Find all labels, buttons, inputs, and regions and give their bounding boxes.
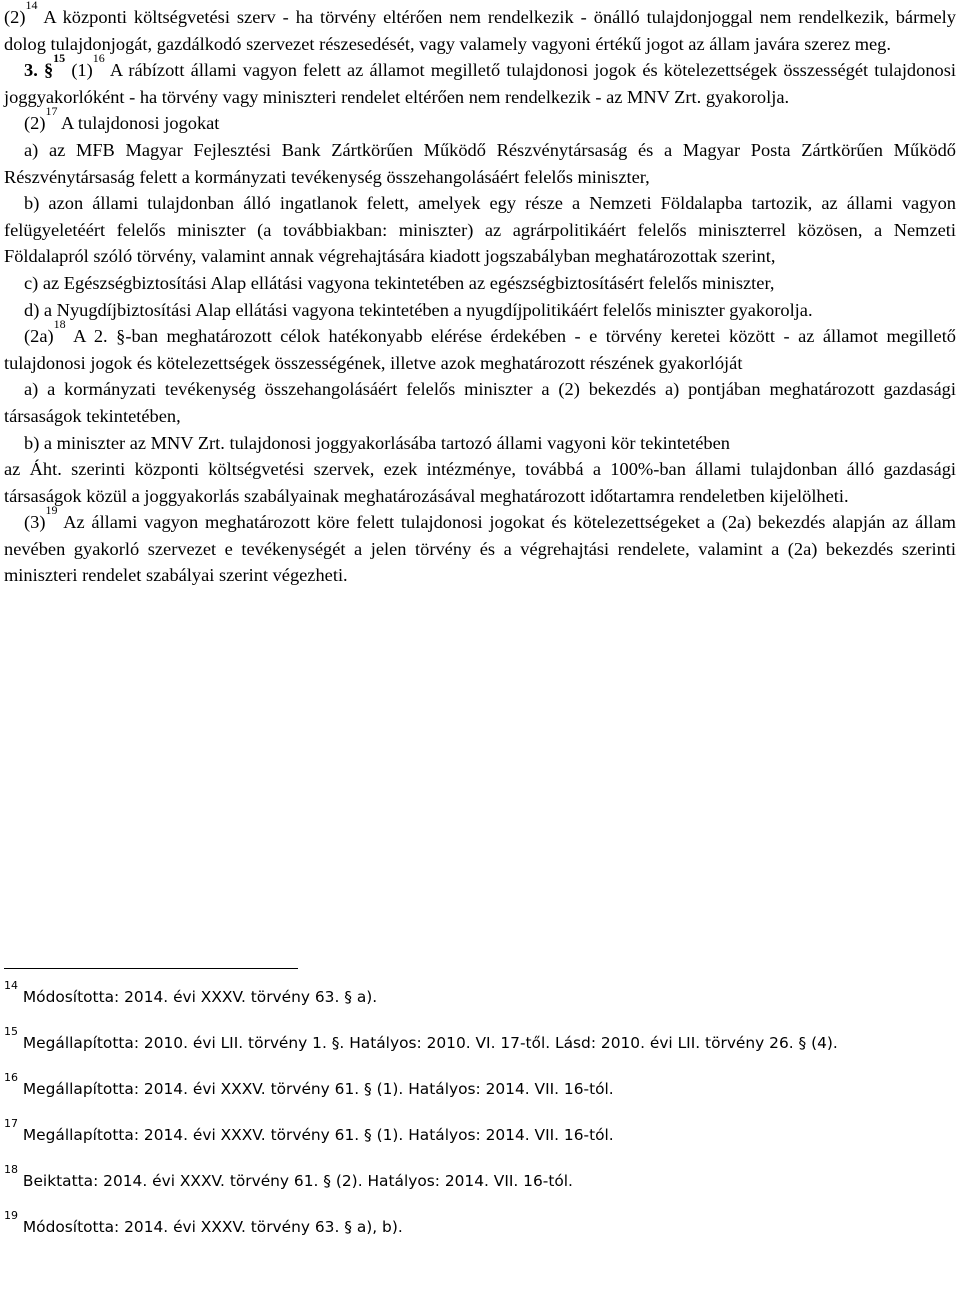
paragraph-text: Az állami vagyon meghatározott köre felett tulajdonosi jogokat és kötelezettségeket a (2a) bekezdés alapján az állam nevében gyakorló szervezet e tevékenységét a jelen törvény és a végrehajtási rendelete, valamint a (2a) bekezdés szerinti miniszteri rendelet szabályai szerint végezheti. — [4, 512, 956, 586]
footnote-ref-18[interactable]: 18 — [53, 317, 66, 332]
footnote-17 — [4, 1117, 944, 1149]
paragraph-marker: (3) — [24, 512, 46, 533]
paragraph-2 — [4, 0, 956, 57]
section-3-paragraph-2a — [4, 317, 956, 376]
footnote-ref-19[interactable]: 19 — [45, 503, 58, 518]
paragraph-marker: (2a) — [24, 326, 54, 347]
footnote-text: Beiktatta: 2014. évi XXXV. törvény 61. § (2). Hatályos: 2014. VII. 16-tól. — [22, 1172, 573, 1190]
footnote-19 — [4, 1209, 944, 1241]
list-item-b: b) a miniszter az MNV Zrt. tulajdonosi joggyakorlásába tartozó állami vagyoni kör tekintetében — [24, 432, 730, 453]
footnote-number: 15 — [4, 1025, 18, 1038]
section-3-paragraph-2 — [4, 104, 956, 137]
paragraph-marker: (2) — [4, 7, 26, 27]
footnote-text: Megállapította: 2014. évi XXXV. törvény 61. § (1). Hatályos: 2014. VII. 16-tól. — [22, 1080, 614, 1098]
footnote-text: Megállapította: 2014. évi XXXV. törvény 61. § (1). Hatályos: 2014. VII. 16-tól. — [22, 1126, 614, 1144]
footnote-16 — [4, 1071, 944, 1103]
footnote-number: 18 — [4, 1163, 18, 1176]
footnote-text: Módosította: 2014. évi XXXV. törvény 63. § a). — [22, 988, 378, 1006]
footnote-text: Módosította: 2014. évi XXXV. törvény 63. § a), b). — [22, 1218, 403, 1236]
paragraph-marker: (1) — [71, 60, 93, 81]
section-3-paragraph-3 — [4, 503, 956, 589]
list-item-a: a) az MFB Magyar Fejlesztési Bank Zártkörűen Működő Részvénytársaság és a Magyar Posta Zártkörűen Működő Részvénytársaság felett a kormányzati tevékenység összehangolásáért felelős miniszter, — [4, 139, 956, 187]
footnote-number: 19 — [4, 1209, 18, 1222]
section-3-paragraph-1 — [4, 51, 956, 110]
footnote-number: 16 — [4, 1071, 18, 1084]
footnote-text: Megállapította: 2010. évi LII. törvény 1. §. Hatályos: 2010. VI. 17-től. Lásd: 2010. évi LII. törvény 26. § (4). — [22, 1034, 838, 1052]
list-item-d: d) a Nyugdíjbiztosítási Alap ellátási vagyona tekintetében a nyugdíjpolitikáért felelős miniszter gyakorolja. — [24, 299, 813, 320]
footnote-ref-17[interactable]: 17 — [45, 104, 58, 119]
footnote-14 — [4, 979, 944, 1011]
paragraph-continuation: az Áht. szerinti központi költségvetési szervek, ezek intézménye, továbbá a 100%-ban állami tulajdonban álló gazdasági társaságok közül a joggyakorlás szabályainak meghatározásával meghatározott időtartamra rendeletben kijelölheti. — [4, 459, 956, 506]
paragraph-text: A 2. §-ban meghatározott célok hatékonyabb elérése érdekében - e törvény keretei között - az államot megillető tulajdonosi jogok és kötelezettségek összességének, illetve azok meghatározott részének gyakorlóját — [4, 326, 956, 373]
list-item-a: a) a kormányzati tevékenység összehangolásáért felelős miniszter a (2) bekezdés a) pontjában meghatározott gazdasági társaságok tekintetében, — [4, 379, 956, 426]
list-item-b: b) azon állami tulajdonban álló ingatlanok felett, amelyek egy része a Nemzeti Földalapba tartozik, az állami vagyon felügyeletéért felelős miniszter (a továbbiakban: miniszter) az agrárpolitikáért felelős miniszterrel közösen, a Nemzeti Földalapról szóló törvény, valamint annak végrehajtására kiadott jogszabályban meghatározottak szerint, — [4, 193, 956, 267]
footnote-number: 14 — [4, 979, 18, 992]
section-number: 3. § — [24, 60, 54, 81]
footnote-ref-15[interactable]: 15 — [53, 51, 66, 66]
paragraph-text: A tulajdonosi jogokat — [61, 113, 220, 134]
footnote-number: 17 — [4, 1117, 18, 1130]
paragraph-text: A központi költségvetési szerv - ha törvény eltérően nem rendelkezik - önálló tulajdonjoggal nem rendelkezik, bármely dolog tulajdonjogát, gazdálkodó szervezet részesedését, vagy valamely vagyoni értékű jogot az állam javára szerez meg. — [4, 7, 956, 54]
footnote-separator — [4, 968, 298, 969]
footnote-ref-14[interactable]: 14 — [25, 0, 38, 12]
document-page — [4, 0, 956, 589]
list-item-c: c) az Egészségbiztosítási Alap ellátási vagyona tekintetében az egészségbiztosításért felelős miniszter, — [24, 272, 775, 293]
document-body — [4, 0, 956, 589]
footnote-15 — [4, 1025, 944, 1057]
paragraph-text: A rábízott állami vagyon felett az államot megillető tulajdonosi jogok és kötelezettségek összességét tulajdonosi joggyakorlóként - ha törvény vagy miniszteri rendelet eltérően nem rendelkezik - az MNV Zrt. gyakorolja. — [4, 60, 956, 107]
footnote-18 — [4, 1163, 944, 1195]
footnotes — [4, 979, 944, 1241]
footnote-ref-16[interactable]: 16 — [92, 51, 105, 66]
paragraph-marker: (2) — [24, 113, 46, 134]
